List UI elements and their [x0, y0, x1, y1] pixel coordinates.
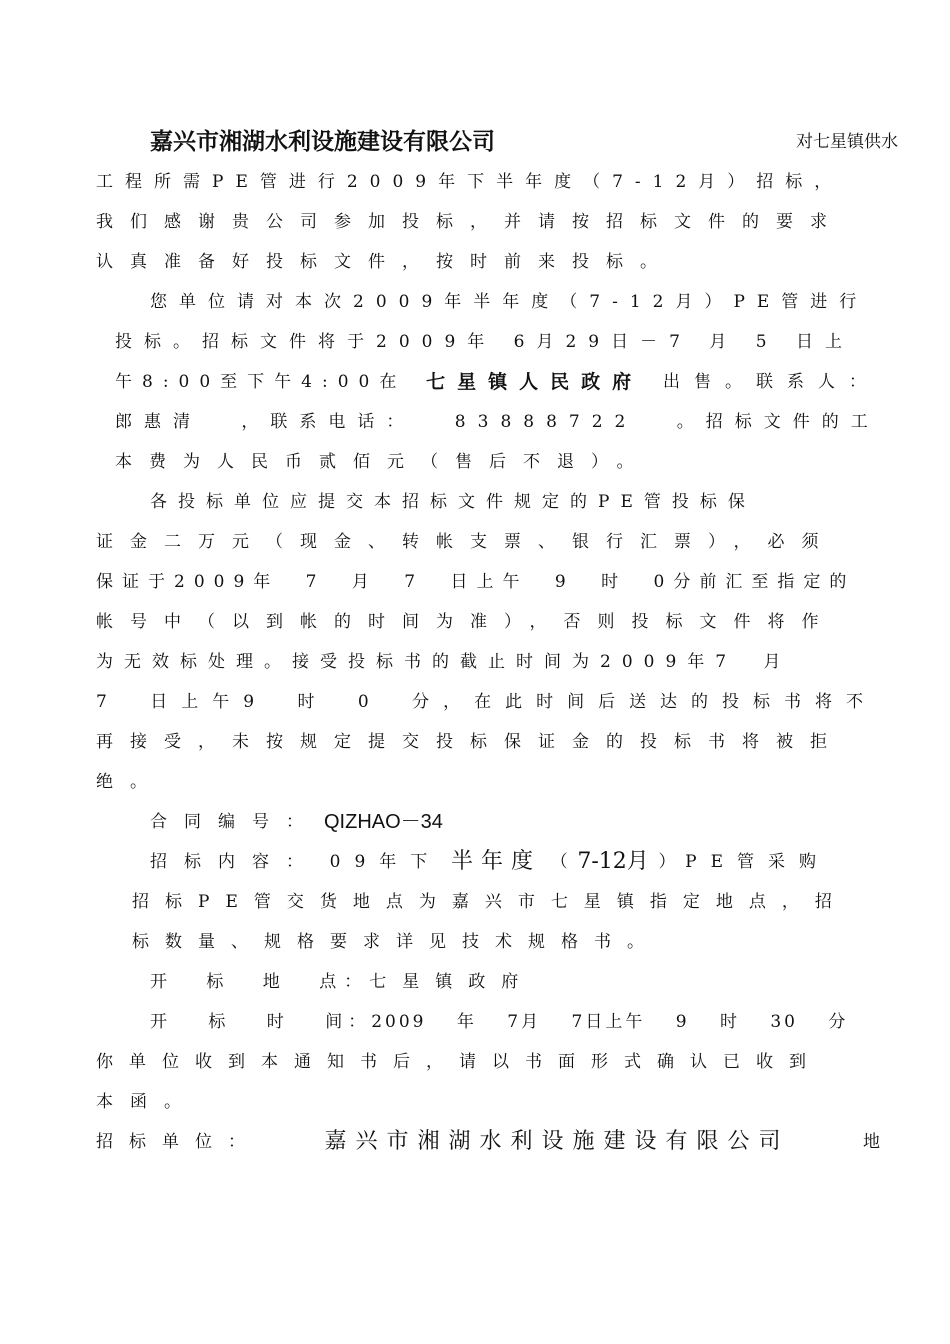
sales-location: 七星镇人民政府 — [426, 371, 644, 393]
issuer-label: 招标单位： — [96, 1132, 261, 1152]
para3-line7-text: 再接受，未按规定提交投标保证金的投标书将被拒 — [96, 732, 844, 752]
para1-line2 — [96, 162, 880, 202]
para3-line5 — [96, 642, 880, 682]
contract-number-line — [150, 802, 550, 842]
para2-line5 — [115, 442, 880, 482]
para2-line3 — [115, 362, 880, 402]
para3-line1-text: 各投标单位应提交本招标文件规定的PE管投标保 — [150, 492, 756, 512]
bid-content-part2: 半年度 — [450, 849, 541, 874]
bid-content-line2-text: 招标PE管交货地点为嘉兴市七星镇指定地点，招 — [132, 892, 848, 912]
bid-content-part4: 7-12月 — [577, 849, 649, 874]
bid-content-line3 — [132, 922, 692, 962]
organization-name: 嘉兴市湘湖水利设施建设有限公司 — [150, 128, 495, 155]
opening-location-line — [150, 962, 570, 1002]
confirm-line2 — [96, 1082, 396, 1122]
issuer-name: 嘉兴市湘湖水利设施建设有限公司 — [324, 1129, 790, 1154]
para3-line6-text: 7 日上午9 时 0 分，在此时间后送达的投标书将不 — [96, 692, 878, 712]
opening-time-label: 开 标 时 间： — [150, 1012, 372, 1032]
issuer-line — [96, 1122, 880, 1162]
para3-line8 — [96, 762, 880, 802]
para2-line3-text-b: 出售。联系人： — [663, 372, 880, 392]
para1-line3 — [96, 202, 880, 242]
bid-content-part6: PE管采购 — [685, 852, 830, 872]
para3-line2 — [96, 522, 880, 562]
para3-line1 — [150, 482, 880, 522]
opening-location-label: 开 标 地 点： — [150, 972, 370, 992]
contract-number-value: QIZHAO－34 — [324, 811, 443, 833]
bid-content-part5: ） — [658, 852, 676, 872]
para2-line5-text: 本费为人民币贰佰元（售后不退）。 — [115, 452, 651, 472]
para2-line4 — [115, 402, 880, 442]
bid-content-part1: 09年下 — [329, 852, 442, 872]
para1-line1 — [150, 122, 898, 162]
bid-content-label: 招标内容： — [150, 852, 320, 872]
para3-line6 — [96, 682, 880, 722]
para2-line2-text: 投标。招标文件将于2009年 6月29日－7 月 5 日上 — [115, 332, 854, 352]
contract-number-label: 合同编号： — [150, 812, 320, 832]
confirm-line2-text: 本函。 — [96, 1092, 198, 1112]
bid-content-line1 — [150, 842, 830, 882]
bid-content-part3: （ — [550, 852, 568, 872]
para3-line7 — [96, 722, 880, 762]
confirm-line1 — [96, 1042, 880, 1082]
para1-line4 — [96, 242, 880, 282]
para3-line5-text: 为无效标处理。接受投标书的截止时间为2009年7 月 — [96, 652, 792, 672]
para2-line4-text: 郎惠清 ，联系电话： 83888722 。招标文件的工 — [115, 412, 880, 432]
para3-line3 — [96, 562, 880, 602]
para3-line2-text: 证金二万元（现金、转帐支票、银行汇票），必须 — [96, 532, 836, 552]
para2-line2 — [115, 322, 880, 362]
para3-line4-text: 帐号中（以到帐的时间为准），否则投标文件将作 — [96, 612, 836, 632]
opening-location-value: 七星镇政府 — [369, 972, 535, 992]
para3-line8-text: 绝。 — [96, 772, 164, 792]
para3-line4 — [96, 602, 880, 642]
para1-line4-text: 认真准备好投标文件，按时前来投标。 — [96, 252, 674, 272]
para1-line1-text: 对七星镇供水 — [796, 132, 898, 152]
opening-time-line — [150, 1002, 850, 1042]
para2-line1 — [150, 282, 880, 322]
para2-line1-text: 您单位请对本次2009年半年度（7-12月）PE管进行 — [150, 292, 869, 312]
opening-time-value: 2009 年 7月 7日上午 9 时 30 分 — [371, 1012, 849, 1032]
bid-content-line3-text: 标数量、规格要求详见技术规格书。 — [132, 932, 660, 952]
issuer-trailing-text: 地 — [862, 1132, 880, 1152]
confirm-line1-text: 你单位收到本通知书后，请以书面形式确认已收到 — [96, 1052, 822, 1072]
bid-content-line2 — [132, 882, 880, 922]
para2-line3-text-a: 午8:00至下午4:00在 — [115, 372, 407, 392]
para1-line3-text: 我们感谢贵公司参加投标，并请按招标文件的要求 — [96, 212, 844, 232]
para1-line2-text: 工程所需PE管进行2009年下半年度（7-12月）招标， — [96, 172, 844, 192]
para3-line3-text: 保证于2009年 7 月 7 日上午 9 时 0分前汇至指定的 — [96, 572, 856, 592]
